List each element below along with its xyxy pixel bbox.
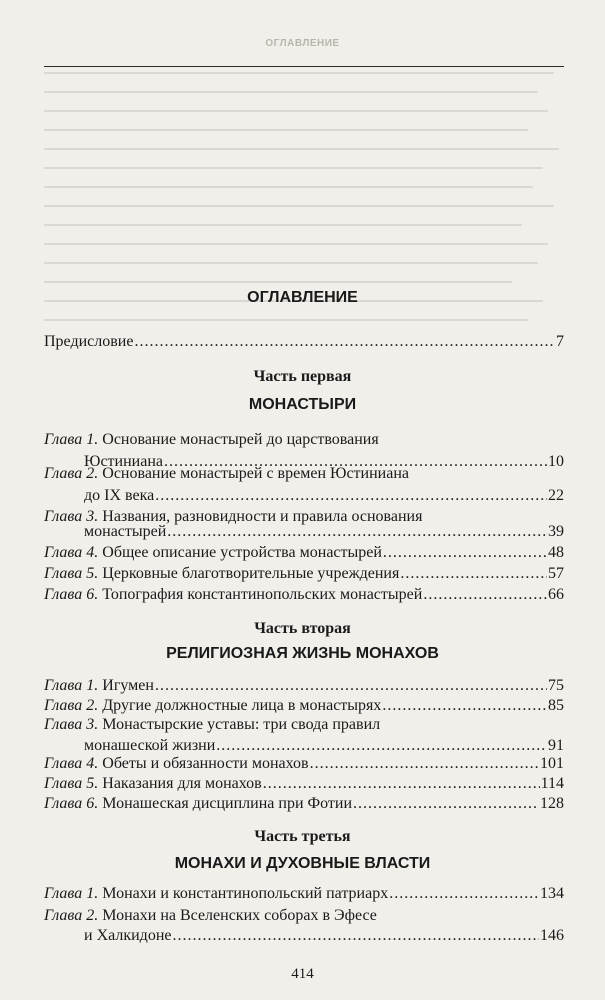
chapter-number: Глава 5. bbox=[44, 565, 99, 582]
toc-entry-chapter-2-1[interactable] bbox=[44, 675, 564, 697]
chapter-title-line1: Основание монастырей с времен Юстиниана bbox=[102, 465, 409, 482]
chapter-number: Глава 4. bbox=[44, 755, 99, 772]
leader-dots bbox=[167, 521, 547, 543]
toc-page-number: 75 bbox=[548, 677, 564, 694]
part-title: РЕЛИГИОЗНАЯ ЖИЗНЬ МОНАХОВ bbox=[166, 645, 439, 662]
chapter-title-line1: Основание монастырей до царствования bbox=[102, 431, 379, 448]
leader-dots bbox=[134, 331, 555, 353]
chapter-title: Игумен bbox=[102, 677, 154, 694]
leader-dots bbox=[172, 925, 539, 947]
toc-page-number: 39 bbox=[548, 523, 564, 540]
header-rule bbox=[44, 66, 564, 67]
part-title: МОНАХИ И ДУХОВНЫЕ ВЛАСТИ bbox=[174, 855, 431, 872]
toc-page-number: 22 bbox=[548, 487, 564, 504]
part-label: Часть вторая bbox=[254, 620, 351, 637]
chapter-title: Топография константинопольских монастырей bbox=[102, 586, 423, 603]
toc-title: ОГЛАВЛЕНИЕ bbox=[247, 289, 358, 306]
page-number: 414 bbox=[291, 966, 314, 982]
leader-dots bbox=[383, 542, 547, 564]
toc-page-number: 134 bbox=[540, 885, 564, 902]
toc-entry-chapter-3-2[interactable] bbox=[44, 905, 377, 927]
toc-entry-chapter-1-2[interactable] bbox=[44, 463, 409, 485]
chapter-title: Монахи и константинопольский патриарх bbox=[102, 885, 389, 902]
chapter-number: Глава 6. bbox=[44, 795, 99, 812]
chapter-number: Глава 3. bbox=[44, 716, 99, 733]
toc-entry-chapter-2-4[interactable] bbox=[44, 753, 564, 775]
part-label: Часть первая bbox=[253, 368, 352, 385]
leader-dots bbox=[155, 485, 547, 507]
chapter-title-line2: монашеской жизни bbox=[84, 737, 216, 754]
toc-entry-chapter-2-3[interactable] bbox=[44, 714, 380, 736]
toc-entry-chapter-1-5[interactable] bbox=[44, 563, 564, 585]
chapter-title-line1: Названия, разновидности и правила основания bbox=[102, 508, 423, 525]
chapter-title-line1: Монахи на Вселенских соборах в Эфесе bbox=[102, 907, 377, 924]
chapter-number: Глава 4. bbox=[44, 544, 99, 561]
leader-dots bbox=[400, 563, 547, 585]
toc-page-number: 114 bbox=[540, 775, 564, 792]
chapter-title: Обеты и обязанности монахов bbox=[102, 755, 309, 772]
toc-page-number: 57 bbox=[548, 565, 564, 582]
toc-entry-chapter-2-6[interactable] bbox=[44, 793, 564, 815]
toc-page-number: 10 bbox=[548, 453, 564, 470]
chapter-title-line2: до IX века bbox=[84, 487, 155, 504]
chapter-title: Другие должностные лица в монастырях bbox=[102, 697, 382, 714]
toc-entry-chapter-1-4[interactable] bbox=[44, 542, 564, 564]
toc-page-number: 146 bbox=[540, 927, 564, 944]
toc-entry-chapter-2-5[interactable] bbox=[44, 773, 564, 795]
leader-dots bbox=[353, 793, 539, 815]
leader-dots bbox=[423, 584, 547, 606]
toc-entry-chapter-3-2-cont[interactable] bbox=[84, 925, 564, 947]
chapter-title-line1: Монастырские уставы: три свода правил bbox=[102, 716, 381, 733]
toc-entry-chapter-1-6[interactable] bbox=[44, 584, 564, 606]
chapter-number: Глава 2. bbox=[44, 907, 99, 924]
chapter-title-line2: и Халкидоне bbox=[84, 927, 172, 944]
toc-page-number: 128 bbox=[540, 795, 564, 812]
chapter-title-line2: монастырей bbox=[84, 523, 167, 540]
chapter-title-line2: Юстиниана bbox=[84, 453, 163, 470]
toc-entry-chapter-1-1[interactable] bbox=[44, 429, 379, 451]
running-head: ОГЛАВЛЕНИЕ bbox=[265, 38, 340, 49]
toc-page-number: 66 bbox=[548, 586, 564, 603]
chapter-number: Глава 2. bbox=[44, 697, 99, 714]
chapter-title: Монашеская дисциплина при Фотии bbox=[102, 795, 353, 812]
toc-page-number: 7 bbox=[556, 333, 564, 350]
chapter-number: Глава 1. bbox=[44, 431, 99, 448]
leader-dots bbox=[389, 883, 539, 905]
chapter-number: Глава 6. bbox=[44, 586, 99, 603]
leader-dots bbox=[263, 773, 540, 795]
toc-page-number: 91 bbox=[548, 737, 564, 754]
toc-entry-chapter-1-2-cont[interactable] bbox=[84, 485, 564, 507]
toc-page-number: 85 bbox=[548, 697, 564, 714]
chapter-number: Глава 1. bbox=[44, 885, 99, 902]
leader-dots bbox=[382, 695, 547, 717]
leader-dots bbox=[310, 753, 539, 775]
toc-entry-label: Предисловие bbox=[44, 333, 134, 350]
chapter-title: Наказания для монахов bbox=[102, 775, 262, 792]
chapter-number: Глава 5. bbox=[44, 775, 99, 792]
part-title: МОНАСТЫРИ bbox=[248, 396, 357, 413]
part-label: Часть третья bbox=[254, 828, 351, 845]
toc-entry-preface[interactable] bbox=[44, 331, 564, 353]
leader-dots bbox=[155, 675, 547, 697]
chapter-title: Общее описание устройства монастырей bbox=[102, 544, 382, 561]
toc-entry-chapter-1-3-cont[interactable] bbox=[84, 521, 564, 543]
chapter-number: Глава 1. bbox=[44, 677, 99, 694]
chapter-title: Церковные благотворительные учреждения bbox=[102, 565, 400, 582]
toc-page-number: 48 bbox=[548, 544, 564, 561]
chapter-number: Глава 3. bbox=[44, 508, 99, 525]
chapter-number: Глава 2. bbox=[44, 465, 99, 482]
toc-page-number: 101 bbox=[540, 755, 564, 772]
toc-entry-chapter-3-1[interactable] bbox=[44, 883, 564, 905]
